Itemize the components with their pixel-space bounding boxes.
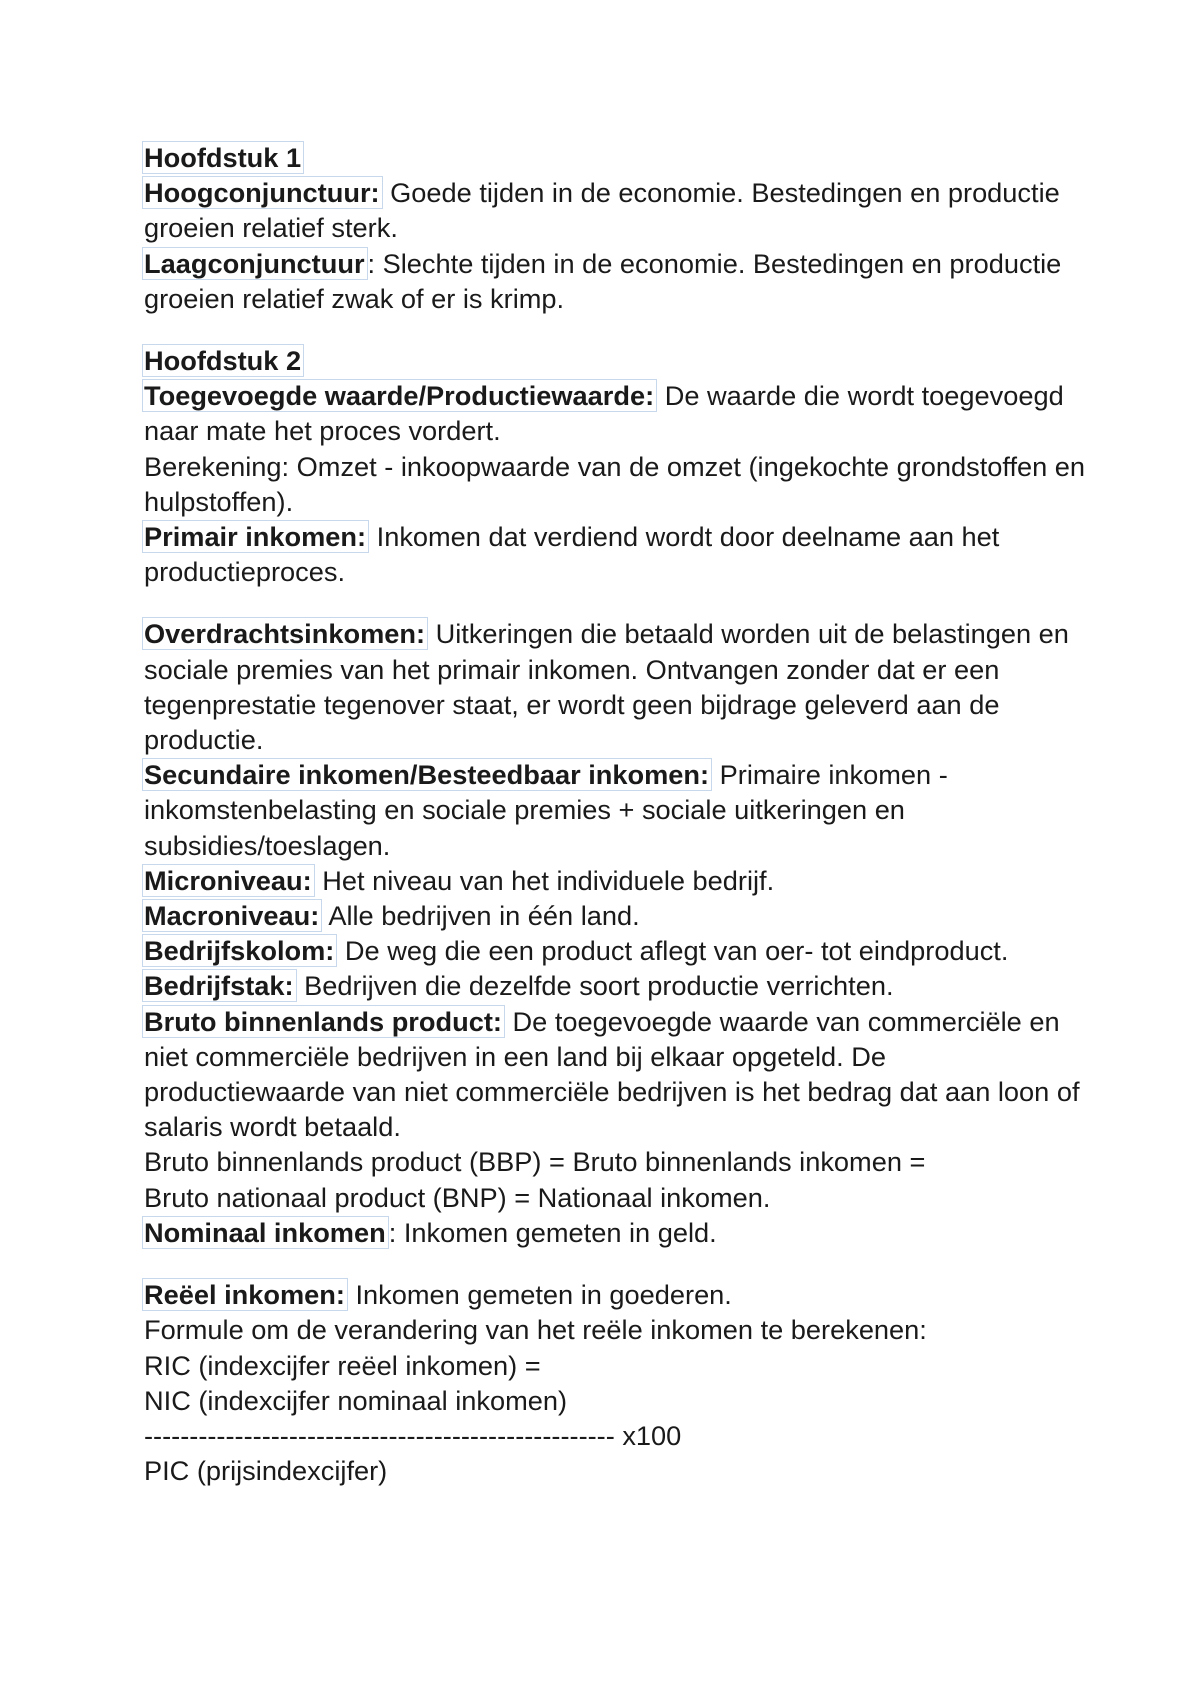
formula-intro: Formule om de verandering van het reële inkomen te berekenen: bbox=[144, 1314, 927, 1346]
chapter-1-section bbox=[144, 140, 1094, 316]
term-bedrijfskolom: Bedrijfskolom: bbox=[142, 934, 337, 967]
berekening-text: Berekening: Omzet - inkoopwaarde van de omzet (ingekochte grondstoffen en hulpstoffen). bbox=[144, 450, 1086, 517]
term-bruto-binnenlands-product: Bruto binnenlands product: bbox=[142, 1005, 505, 1038]
definition-macroniveau: Alle bedrijven in één land. bbox=[322, 900, 640, 932]
definition-laagconjunctuur: : Slechte tijden in de economie. Bestedingen en productie groeien relatief zwak of er is krimp. bbox=[144, 247, 1062, 314]
definition-primair-inkomen: Inkomen dat verdiend wordt door deelname aan het productieproces. bbox=[144, 521, 1000, 588]
term-overdrachtsinkomen: Overdrachtsinkomen: bbox=[142, 617, 428, 650]
chapter-2-section-b bbox=[144, 616, 1094, 1250]
paragraph-gap bbox=[144, 316, 1094, 343]
formula-pic: PIC (prijsindexcijfer) bbox=[144, 1455, 388, 1487]
document-page bbox=[144, 140, 1094, 1488]
paragraph-gap bbox=[144, 1250, 1094, 1277]
definition-toegevoegde-waarde: De waarde die wordt toegevoegd naar mate het proces vordert. bbox=[144, 380, 1064, 447]
paragraph-gap bbox=[144, 589, 1094, 616]
definition-bedrijfskolom: De weg die een product aflegt van oer- tot eindproduct. bbox=[337, 935, 1009, 967]
chapter-1-heading: Hoofdstuk 1 bbox=[142, 141, 304, 174]
definition-reeel-inkomen: Inkomen gemeten in goederen. bbox=[347, 1279, 732, 1311]
bbp-equation-line-2: Bruto nationaal product (BNP) = Nationaal inkomen. bbox=[144, 1181, 771, 1213]
formula-nic: NIC (indexcijfer nominaal inkomen) bbox=[144, 1384, 568, 1416]
definition-microniveau: Het niveau van het individuele bedrijf. bbox=[314, 864, 775, 896]
formula-ric: RIC (indexcijfer reëel inkomen) = bbox=[144, 1349, 541, 1381]
definition-bruto-binnenlands-product: De toegevoegde waarde van commerciële en niet commerciële bedrijven in een land bij elkaar opgeteld. De productiewaarde van niet commerciële bedrijven is het bedrag dat aan loon of salaris wordt betaald. bbox=[144, 1005, 1080, 1143]
term-microniveau: Microniveau: bbox=[142, 864, 315, 897]
term-laagconjunctuur: Laagconjunctuur bbox=[142, 247, 368, 280]
definition-bedrijfstak: Bedrijven die dezelfde soort productie verrichten. bbox=[296, 970, 894, 1002]
chapter-2-section-c bbox=[144, 1277, 1094, 1488]
definition-secundaire-inkomen: Primaire inkomen - inkomstenbelasting en sociale premies + sociale uitkeringen en subsidies/toeslagen. bbox=[144, 759, 948, 861]
term-toegevoegde-waarde: Toegevoegde waarde/Productiewaarde: bbox=[142, 379, 657, 412]
term-secundaire-inkomen: Secundaire inkomen/Besteedbaar inkomen: bbox=[142, 758, 712, 791]
term-primair-inkomen: Primair inkomen: bbox=[142, 520, 369, 553]
chapter-2-heading: Hoofdstuk 2 bbox=[142, 344, 304, 377]
formula-fraction-line: ---------------------------------------------------- x100 bbox=[144, 1419, 682, 1451]
definition-hoogconjunctuur: Goede tijden in de economie. Bestedingen en productie groeien relatief sterk. bbox=[144, 177, 1060, 244]
definition-nominaal-inkomen: : Inkomen gemeten in geld. bbox=[388, 1216, 717, 1248]
term-bedrijfstak: Bedrijfstak: bbox=[142, 969, 297, 1002]
term-macroniveau: Macroniveau: bbox=[142, 899, 322, 932]
term-nominaal-inkomen: Nominaal inkomen bbox=[142, 1216, 389, 1249]
definition-overdrachtsinkomen: Uitkeringen die betaald worden uit de belastingen en sociale premies van het primair inkomen. Ontvangen zonder dat er een tegenprestatie tegenover staat, er wordt geen bijdrage geleverd aan de productie. bbox=[144, 618, 1069, 756]
term-hoogconjunctuur: Hoogconjunctuur: bbox=[142, 176, 383, 209]
term-reeel-inkomen: Reëel inkomen: bbox=[142, 1278, 348, 1311]
chapter-2-section-a bbox=[144, 343, 1094, 589]
bbp-equation-line-1: Bruto binnenlands product (BBP) = Bruto binnenlands inkomen = bbox=[144, 1146, 926, 1178]
